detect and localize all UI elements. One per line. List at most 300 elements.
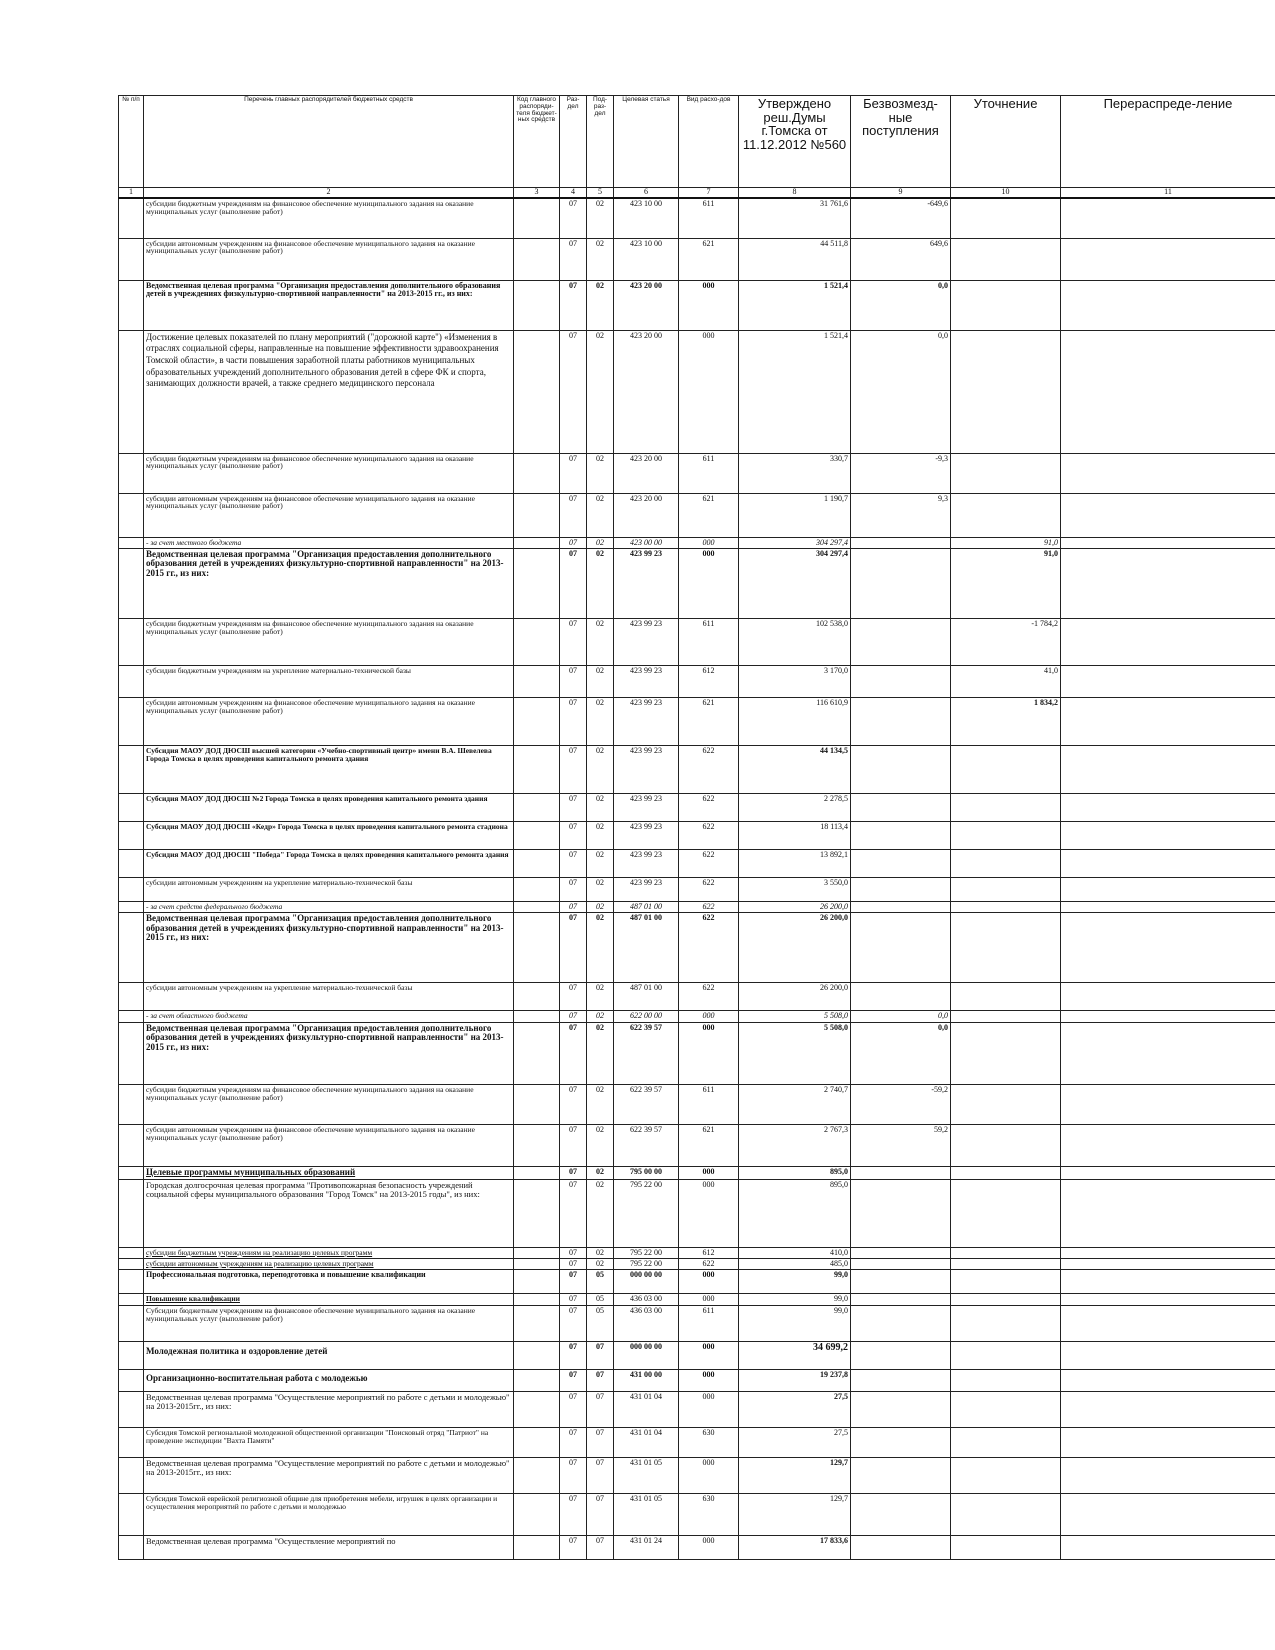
row-approved: 99,0 (739, 1305, 851, 1341)
row-target-item: 423 99 23 (614, 793, 679, 821)
row-clarification (951, 821, 1061, 849)
row-code (514, 665, 560, 697)
row-expense-type: 000 (679, 1391, 739, 1427)
row-target-item: 423 10 00 (614, 198, 679, 238)
table-row (119, 665, 1275, 697)
header-row (119, 96, 1275, 188)
row-redistribution (1061, 1247, 1275, 1258)
row-code (514, 280, 560, 330)
row-expense-type: 000 (679, 280, 739, 330)
row-redistribution (1061, 849, 1275, 877)
row-subsection: 02 (587, 493, 614, 537)
row-code (514, 1247, 560, 1258)
row-redistribution (1061, 1391, 1275, 1427)
row-number (119, 1247, 144, 1258)
row-clarification (951, 1084, 1061, 1124)
row-number (119, 548, 144, 618)
row-redistribution (1061, 1369, 1275, 1391)
row-gratis: 9,3 (851, 493, 951, 537)
row-subsection: 02 (587, 1022, 614, 1084)
row-number (119, 238, 144, 280)
row-approved: 5 508,0 (739, 1011, 851, 1022)
row-clarification (951, 901, 1061, 912)
underlined-text: субсидии автономным учреждениям на реализацию целевых программ (146, 1259, 374, 1269)
row-expense-type: 611 (679, 1084, 739, 1124)
row-redistribution (1061, 1427, 1275, 1457)
table-row (119, 1247, 1275, 1258)
row-expense-type: 622 (679, 1259, 739, 1270)
row-name: Молодежная политика и оздоровление детей (144, 1341, 514, 1369)
row-clarification (951, 1179, 1061, 1247)
table-row (119, 453, 1275, 493)
row-name: Субсидия МАОУ ДОД ДЮСШ №2 Города Томска в целях проведения капитального ремонта здания (144, 793, 514, 821)
row-approved: 1 521,4 (739, 330, 851, 453)
row-target-item: 423 20 00 (614, 493, 679, 537)
table-row (119, 913, 1275, 983)
row-target-item: 431 01 04 (614, 1427, 679, 1457)
row-gratis: 0,0 (851, 330, 951, 453)
row-gratis (851, 821, 951, 849)
row-subsection: 02 (587, 745, 614, 793)
row-expense-type: 622 (679, 745, 739, 793)
row-target-item: 423 99 23 (614, 877, 679, 901)
row-name: субсидии автономным учреждениям на финансовое обеспечение муниципального задания на оказание муниципальных услуг (выполнение работ) (144, 1124, 514, 1166)
row-subsection: 02 (587, 983, 614, 1011)
row-clarification (951, 745, 1061, 793)
table-row (119, 697, 1275, 745)
row-approved: 304 297,4 (739, 537, 851, 548)
row-number (119, 198, 144, 238)
row-number (119, 453, 144, 493)
row-gratis (851, 901, 951, 912)
row-subsection: 02 (587, 453, 614, 493)
header-clarification: Уточнение (951, 96, 1061, 188)
row-redistribution (1061, 793, 1275, 821)
row-redistribution (1061, 1294, 1275, 1305)
header-subsection: Под-раз-дел (587, 96, 614, 188)
table-row (119, 1493, 1275, 1535)
row-approved: 102 538,0 (739, 618, 851, 665)
column-number: 5 (587, 188, 614, 199)
row-number (119, 697, 144, 745)
row-number (119, 1166, 144, 1179)
table-row (119, 280, 1275, 330)
row-approved: 26 200,0 (739, 901, 851, 912)
row-name: субсидии бюджетным учреждениям на укрепление материально-технической базы (144, 665, 514, 697)
row-subsection: 02 (587, 913, 614, 983)
row-redistribution (1061, 665, 1275, 697)
row-number (119, 618, 144, 665)
table-row (119, 1294, 1275, 1305)
table-row (119, 198, 1275, 238)
row-expense-type: 000 (679, 1294, 739, 1305)
row-target-item: 622 39 57 (614, 1084, 679, 1124)
row-redistribution (1061, 821, 1275, 849)
row-approved: 31 761,6 (739, 198, 851, 238)
row-target-item: 423 99 23 (614, 745, 679, 793)
row-gratis: 59,2 (851, 1124, 951, 1166)
header-expense-type: Вид расхо-дов (679, 96, 739, 188)
budget-table (118, 95, 1275, 1560)
row-clarification: -1 784,2 (951, 618, 1061, 665)
row-subsection: 07 (587, 1493, 614, 1535)
row-redistribution (1061, 280, 1275, 330)
row-section: 07 (560, 453, 587, 493)
table-row (119, 1084, 1275, 1124)
row-redistribution (1061, 1259, 1275, 1270)
row-redistribution (1061, 1457, 1275, 1493)
table-row (119, 1124, 1275, 1166)
row-target-item: 423 20 00 (614, 453, 679, 493)
row-clarification (951, 1427, 1061, 1457)
row-clarification (951, 1457, 1061, 1493)
row-name: Ведомственная целевая программа "Осуществление мероприятий по работе с детьми и молодежью" на 2013-2015гг., из них: (144, 1391, 514, 1427)
row-approved: 27,5 (739, 1391, 851, 1427)
row-redistribution (1061, 1124, 1275, 1166)
row-expense-type: 000 (679, 1457, 739, 1493)
row-subsection: 02 (587, 877, 614, 901)
row-approved: 895,0 (739, 1179, 851, 1247)
row-name: Организационно-воспитательная работа с молодежью (144, 1369, 514, 1391)
row-code (514, 1166, 560, 1179)
row-gratis (851, 1247, 951, 1258)
row-gratis: -59,2 (851, 1084, 951, 1124)
row-name: субсидии бюджетным учреждениям на финансовое обеспечение муниципального задания на оказание муниципальных услуг (выполнение работ) (144, 453, 514, 493)
row-gratis (851, 1166, 951, 1179)
row-gratis (851, 548, 951, 618)
row-number (119, 1294, 144, 1305)
row-name: Ведомственная целевая программа "Организация предоставления дополнительного образования детей в учреждениях физкультурно-спортивной направленности" на 2013-2015 гг., из них: (144, 913, 514, 983)
row-name: Ведомственная целевая программа "Организация предоставления дополнительного образования детей в учреждениях физкультурно-спортивной направленности" на 2013-2015 гг., из них: (144, 548, 514, 618)
row-clarification (951, 1391, 1061, 1427)
row-number (119, 1305, 144, 1341)
row-section: 07 (560, 793, 587, 821)
row-gratis (851, 1369, 951, 1391)
row-expense-type: 000 (679, 1179, 739, 1247)
row-clarification (951, 1259, 1061, 1270)
row-approved: 34 699,2 (739, 1341, 851, 1369)
row-name: Ведомственная целевая программа "Осуществление мероприятий по работе с детьми и молодежью" на 2013-2015гг., из них: (144, 1457, 514, 1493)
row-number (119, 1391, 144, 1427)
row-approved: 330,7 (739, 453, 851, 493)
row-subsection: 05 (587, 1305, 614, 1341)
budget-sheet (118, 95, 1275, 1650)
row-approved: 44 134,5 (739, 745, 851, 793)
row-name (144, 1259, 514, 1270)
row-clarification (951, 1294, 1061, 1305)
row-number (119, 1427, 144, 1457)
row-gratis (851, 1294, 951, 1305)
row-subsection: 02 (587, 548, 614, 618)
row-code (514, 1022, 560, 1084)
row-gratis (851, 1305, 951, 1341)
row-expense-type: 611 (679, 1305, 739, 1341)
row-section: 07 (560, 1270, 587, 1294)
row-expense-type: 000 (679, 1022, 739, 1084)
row-expense-type: 611 (679, 198, 739, 238)
row-code (514, 238, 560, 280)
row-code (514, 1270, 560, 1294)
row-name: - за счет средств федерального бюджета (144, 901, 514, 912)
row-redistribution (1061, 1341, 1275, 1369)
row-name: - за счет областного бюджета (144, 1011, 514, 1022)
row-target-item: 423 00 00 (614, 537, 679, 548)
row-code (514, 821, 560, 849)
row-subsection: 02 (587, 330, 614, 453)
row-section: 07 (560, 1124, 587, 1166)
row-clarification (951, 1270, 1061, 1294)
row-clarification (951, 453, 1061, 493)
row-code (514, 983, 560, 1011)
row-clarification: 41,0 (951, 665, 1061, 697)
row-subsection: 02 (587, 1166, 614, 1179)
row-gratis (851, 913, 951, 983)
row-section: 07 (560, 1391, 587, 1427)
row-code (514, 745, 560, 793)
row-clarification (951, 198, 1061, 238)
row-number (119, 877, 144, 901)
row-expense-type: 000 (679, 1369, 739, 1391)
row-approved: 27,5 (739, 1427, 851, 1457)
row-code (514, 330, 560, 453)
row-code (514, 1084, 560, 1124)
table-row (119, 537, 1275, 548)
row-section: 07 (560, 1259, 587, 1270)
row-section: 07 (560, 1457, 587, 1493)
row-number (119, 1011, 144, 1022)
row-section: 07 (560, 1341, 587, 1369)
row-approved: 3 170,0 (739, 665, 851, 697)
row-subsection: 02 (587, 618, 614, 665)
header-code: Код главного распоряди-теля бюджет-ных средств (514, 96, 560, 188)
row-name: Достижение целевых показателей по плану мероприятий ("дорожной карте") «Изменения в отраслях социальной сферы, направленные на повышение эффективности здравоохранения Томской области», в части повышения заработной платы работников муниципальных образовательных учреждений дополнительного образования детей в сфере ФК и спорта, занимающих должности врачей, а также среднего медицинского персонала (144, 330, 514, 453)
row-name: субсидии бюджетным учреждениям на финансовое обеспечение муниципального задания на оказание муниципальных услуг (выполнение работ) (144, 198, 514, 238)
row-target-item: 000 00 00 (614, 1341, 679, 1369)
row-name: Субсидия МАОУ ДОД ДЮСШ «Кедр» Города Томска в целях проведения капитального ремонта стадиона (144, 821, 514, 849)
row-expense-type: 000 (679, 1011, 739, 1022)
row-number (119, 1084, 144, 1124)
row-clarification (951, 1022, 1061, 1084)
row-approved: 2 278,5 (739, 793, 851, 821)
table-row (119, 1259, 1275, 1270)
row-subsection: 02 (587, 901, 614, 912)
row-target-item: 622 39 57 (614, 1124, 679, 1166)
row-gratis (851, 697, 951, 745)
row-subsection: 02 (587, 793, 614, 821)
row-section: 07 (560, 665, 587, 697)
row-target-item: 795 00 00 (614, 1166, 679, 1179)
row-section: 07 (560, 280, 587, 330)
row-gratis (851, 849, 951, 877)
row-code (514, 1179, 560, 1247)
row-clarification (951, 793, 1061, 821)
row-clarification (951, 849, 1061, 877)
row-section: 07 (560, 1427, 587, 1457)
underlined-text: субсидии бюджетным учреждениям на реализацию целевых программ (146, 1247, 373, 1257)
column-number-row (119, 188, 1275, 199)
row-subsection: 07 (587, 1427, 614, 1457)
row-redistribution (1061, 618, 1275, 665)
row-number (119, 821, 144, 849)
row-code (514, 618, 560, 665)
column-number: 11 (1061, 188, 1275, 199)
row-target-item: 795 22 00 (614, 1259, 679, 1270)
row-clarification (951, 1247, 1061, 1258)
row-approved: 116 610,9 (739, 697, 851, 745)
row-clarification (951, 913, 1061, 983)
row-target-item: 487 01 00 (614, 901, 679, 912)
row-number (119, 1179, 144, 1247)
header-num: № п/п (119, 96, 144, 188)
row-code (514, 453, 560, 493)
row-clarification (951, 877, 1061, 901)
row-clarification: 1 834,2 (951, 697, 1061, 745)
row-section: 07 (560, 1011, 587, 1022)
table-row (119, 1166, 1275, 1179)
row-section: 07 (560, 1247, 587, 1258)
row-target-item: 423 99 23 (614, 665, 679, 697)
underlined-text: Повышение квалификации (146, 1294, 240, 1304)
column-number: 9 (851, 188, 951, 199)
row-section: 07 (560, 745, 587, 793)
column-number: 7 (679, 188, 739, 199)
column-number: 3 (514, 188, 560, 199)
row-gratis (851, 983, 951, 1011)
row-section: 07 (560, 901, 587, 912)
row-expense-type: 622 (679, 849, 739, 877)
row-target-item: 423 99 23 (614, 821, 679, 849)
header-section: Раз-дел (560, 96, 587, 188)
row-gratis (851, 665, 951, 697)
row-number (119, 1022, 144, 1084)
row-approved: 485,0 (739, 1259, 851, 1270)
row-code (514, 901, 560, 912)
row-gratis: -649,6 (851, 198, 951, 238)
table-row (119, 793, 1275, 821)
row-subsection: 07 (587, 1535, 614, 1559)
table-row (119, 1391, 1275, 1427)
row-redistribution (1061, 1011, 1275, 1022)
row-expense-type: 630 (679, 1493, 739, 1535)
row-target-item: 431 01 05 (614, 1493, 679, 1535)
row-subsection: 07 (587, 1341, 614, 1369)
row-clarification (951, 1341, 1061, 1369)
row-gratis (851, 1391, 951, 1427)
row-clarification (951, 330, 1061, 453)
column-number: 10 (951, 188, 1061, 199)
row-approved: 1 521,4 (739, 280, 851, 330)
row-subsection: 02 (587, 1247, 614, 1258)
row-expense-type: 621 (679, 493, 739, 537)
header-target-item: Целевая статья (614, 96, 679, 188)
row-code (514, 1305, 560, 1341)
row-name (144, 1294, 514, 1305)
row-expense-type: 000 (679, 1535, 739, 1559)
row-expense-type: 000 (679, 330, 739, 453)
row-gratis: 0,0 (851, 280, 951, 330)
row-redistribution (1061, 453, 1275, 493)
row-number (119, 1457, 144, 1493)
row-redistribution (1061, 1179, 1275, 1247)
row-redistribution (1061, 913, 1275, 983)
row-name: - за счет местного бюджета (144, 537, 514, 548)
row-section: 07 (560, 618, 587, 665)
row-target-item: 423 20 00 (614, 330, 679, 453)
row-expense-type: 622 (679, 913, 739, 983)
row-subsection: 07 (587, 1457, 614, 1493)
row-target-item: 436 03 00 (614, 1294, 679, 1305)
row-section: 07 (560, 821, 587, 849)
row-code (514, 1369, 560, 1391)
row-expense-type: 630 (679, 1427, 739, 1457)
row-clarification (951, 1166, 1061, 1179)
row-target-item: 431 01 04 (614, 1391, 679, 1427)
table-row (119, 1427, 1275, 1457)
row-clarification: 91,0 (951, 537, 1061, 548)
row-target-item: 431 01 24 (614, 1535, 679, 1559)
table-row (119, 1341, 1275, 1369)
row-redistribution (1061, 983, 1275, 1011)
row-name: Субсидия МАОУ ДОД ДЮСШ "Победа" Города Томска в целях проведения капитального ремонта здания (144, 849, 514, 877)
row-approved: 99,0 (739, 1270, 851, 1294)
row-gratis (851, 1179, 951, 1247)
row-section: 07 (560, 849, 587, 877)
row-code (514, 793, 560, 821)
row-code (514, 1011, 560, 1022)
row-subsection: 02 (587, 849, 614, 877)
row-code (514, 548, 560, 618)
row-approved: 18 113,4 (739, 821, 851, 849)
row-subsection: 05 (587, 1270, 614, 1294)
row-expense-type: 621 (679, 697, 739, 745)
row-expense-type: 000 (679, 1341, 739, 1369)
row-target-item: 423 99 23 (614, 618, 679, 665)
row-target-item: 795 22 00 (614, 1247, 679, 1258)
table-row (119, 901, 1275, 912)
underlined-text: Целевые программы муниципальных образований (146, 1166, 356, 1177)
row-subsection: 07 (587, 1391, 614, 1427)
row-clarification: 91,0 (951, 548, 1061, 618)
row-section: 07 (560, 493, 587, 537)
row-code (514, 1124, 560, 1166)
row-redistribution (1061, 745, 1275, 793)
row-gratis: 0,0 (851, 1011, 951, 1022)
table-row (119, 1011, 1275, 1022)
row-section: 07 (560, 1179, 587, 1247)
row-subsection: 02 (587, 1011, 614, 1022)
row-redistribution (1061, 877, 1275, 901)
row-code (514, 198, 560, 238)
row-redistribution (1061, 330, 1275, 453)
row-name: Субсидии бюджетным учреждениям на финансовое обеспечение муниципального задания на оказание муниципальных услуг (выполнение работ) (144, 1305, 514, 1341)
table-row (119, 1270, 1275, 1294)
row-approved: 5 508,0 (739, 1022, 851, 1084)
row-number (119, 1493, 144, 1535)
row-gratis (851, 1493, 951, 1535)
row-redistribution (1061, 1084, 1275, 1124)
row-approved: 129,7 (739, 1493, 851, 1535)
row-target-item: 622 00 00 (614, 1011, 679, 1022)
row-expense-type: 621 (679, 1124, 739, 1166)
table-row (119, 877, 1275, 901)
column-number: 8 (739, 188, 851, 199)
row-number (119, 1535, 144, 1559)
column-number: 4 (560, 188, 587, 199)
row-gratis (851, 745, 951, 793)
row-name: Субсидия МАОУ ДОД ДЮСШ высшей категории «Учебно-спортивный центр» имени В.А. Шевелева Города Томска в целях проведения капитального ремонта здания (144, 745, 514, 793)
row-name: субсидии автономным учреждениям на укрепление материально-технической базы (144, 983, 514, 1011)
row-gratis (851, 877, 951, 901)
